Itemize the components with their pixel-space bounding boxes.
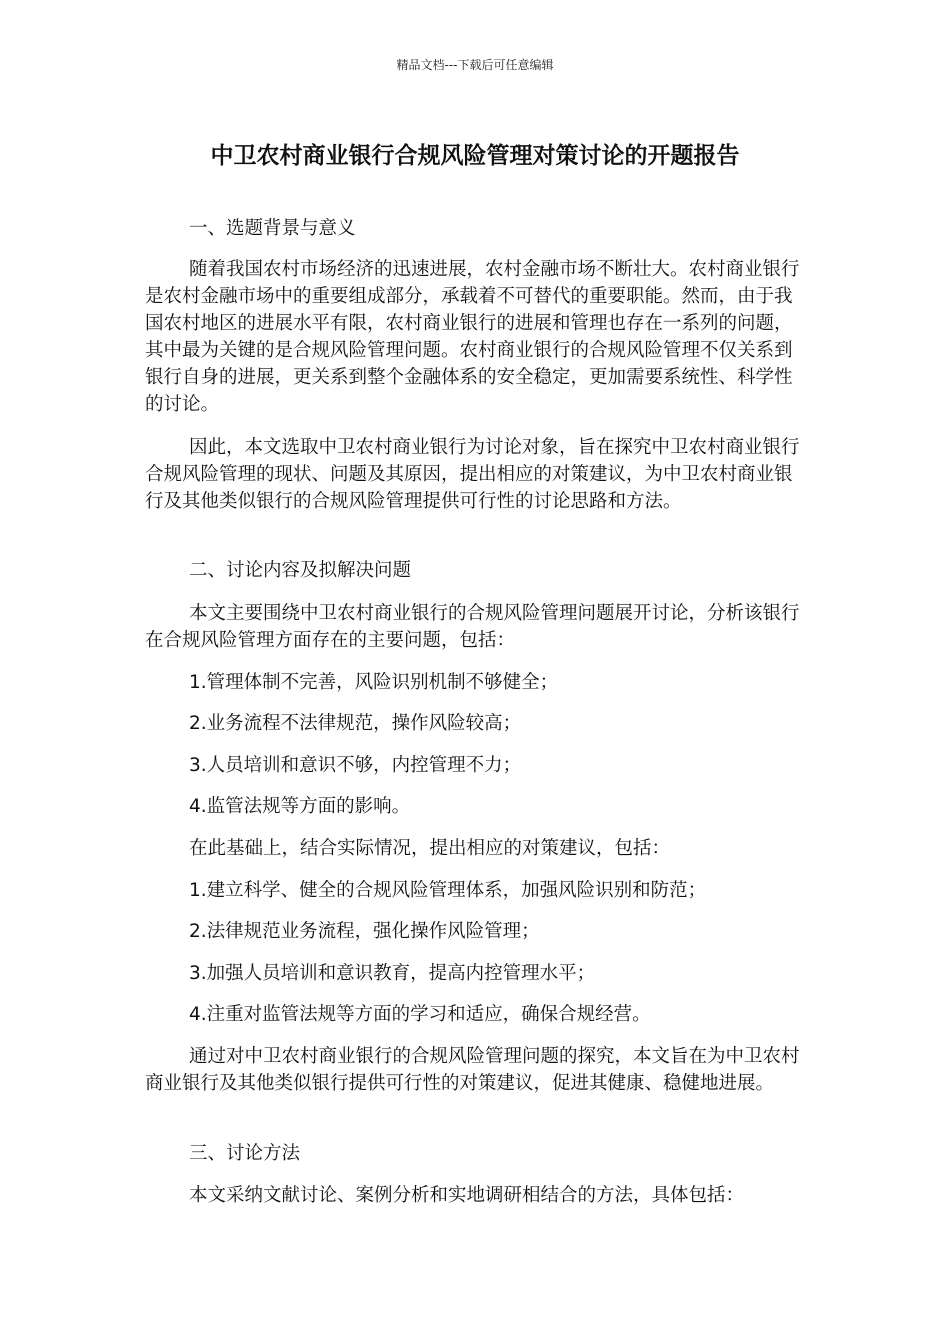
- section-1-heading: [145, 215, 805, 242]
- list-item: 1.建立科学、健全的合规风险管理体系，加强风险识别和防范；: [189, 880, 707, 901]
- measure-item-4: [145, 1001, 805, 1028]
- list-item: 2.业务流程不法律规范，操作风险较高；: [189, 713, 522, 734]
- list-item: 3.加强人员培训和意识教育，提高内控管理水平；: [189, 963, 596, 984]
- list-item: 3.人员培训和意识不够，内控管理不力；: [189, 755, 522, 776]
- list-item: 4.注重对监管法规等方面的学习和适应，确保合规经营。: [189, 1004, 651, 1025]
- section-2-heading: [145, 557, 805, 584]
- section-heading: 三、讨论方法: [189, 1143, 301, 1164]
- section-heading: 一、选题背景与意义: [189, 218, 356, 239]
- section-3-paragraph-1: [145, 1182, 805, 1209]
- page-header: 精品文档---下载后可任意编辑: [396, 58, 554, 72]
- section-1-paragraph-1: [145, 256, 805, 418]
- paragraph: 在此基础上，结合实际情况，提出相应的对策建议，包括：: [189, 838, 671, 859]
- measure-item-1: [145, 877, 805, 904]
- measure-item-2: [145, 918, 805, 945]
- problem-item-4: [145, 793, 805, 820]
- problem-item-3: [145, 752, 805, 779]
- section-3-heading: [145, 1140, 805, 1167]
- problem-item-2: [145, 710, 805, 737]
- measure-item-3: [145, 960, 805, 987]
- paragraph: 通过对中卫农村商业银行的合规风险管理问题的探究，本文旨在为中卫农村商业银行及其他类似银行提供可行性的对策建议，促进其健康、稳健地进展。: [145, 1046, 800, 1094]
- section-heading: 二、讨论内容及拟解决问题: [189, 560, 412, 581]
- section-2-paragraph-2: [145, 835, 805, 862]
- paragraph: 本文采纳文献讨论、案例分析和实地调研相结合的方法，具体包括：: [189, 1185, 745, 1206]
- section-2-paragraph-1: [145, 600, 805, 654]
- section-1-paragraph-2: [145, 434, 805, 515]
- list-item: 4.监管法规等方面的影响。: [189, 796, 411, 817]
- list-item: 2.法律规范业务流程，强化操作风险管理；: [189, 921, 540, 942]
- document-title: 中卫农村商业银行合规风险管理对策讨论的开题报告: [210, 143, 740, 169]
- paragraph: 本文主要围绕中卫农村商业银行的合规风险管理问题展开讨论，分析该银行在合规风险管理方面存在的主要问题，包括：: [145, 603, 800, 651]
- section-2-paragraph-3: [145, 1043, 805, 1097]
- problem-item-1: [145, 669, 805, 696]
- list-item: 1.管理体制不完善，风险识别机制不够健全；: [189, 672, 559, 693]
- paragraph: 因此，本文选取中卫农村商业银行为讨论对象，旨在探究中卫农村商业银行合规风险管理的现状、问题及其原因，提出相应的对策建议，为中卫农村商业银行及其他类似银行的合规风险管理提供可行性的讨论思路和方法。: [145, 437, 800, 512]
- paragraph: 随着我国农村市场经济的迅速进展，农村金融市场不断壮大。农村商业银行是农村金融市场中的重要组成部分，承载着不可替代的重要职能。然而，由于我国农村地区的进展水平有限，农村商业银行的进展和管理也存在一系列的问题，其中最为关键的是合规风险管理问题。农村商业银行的合规风险管理不仅关系到银行自身的进展，更关系到整个金融体系的安全稳定，更加需要系统性、科学性的讨论。: [145, 259, 800, 415]
